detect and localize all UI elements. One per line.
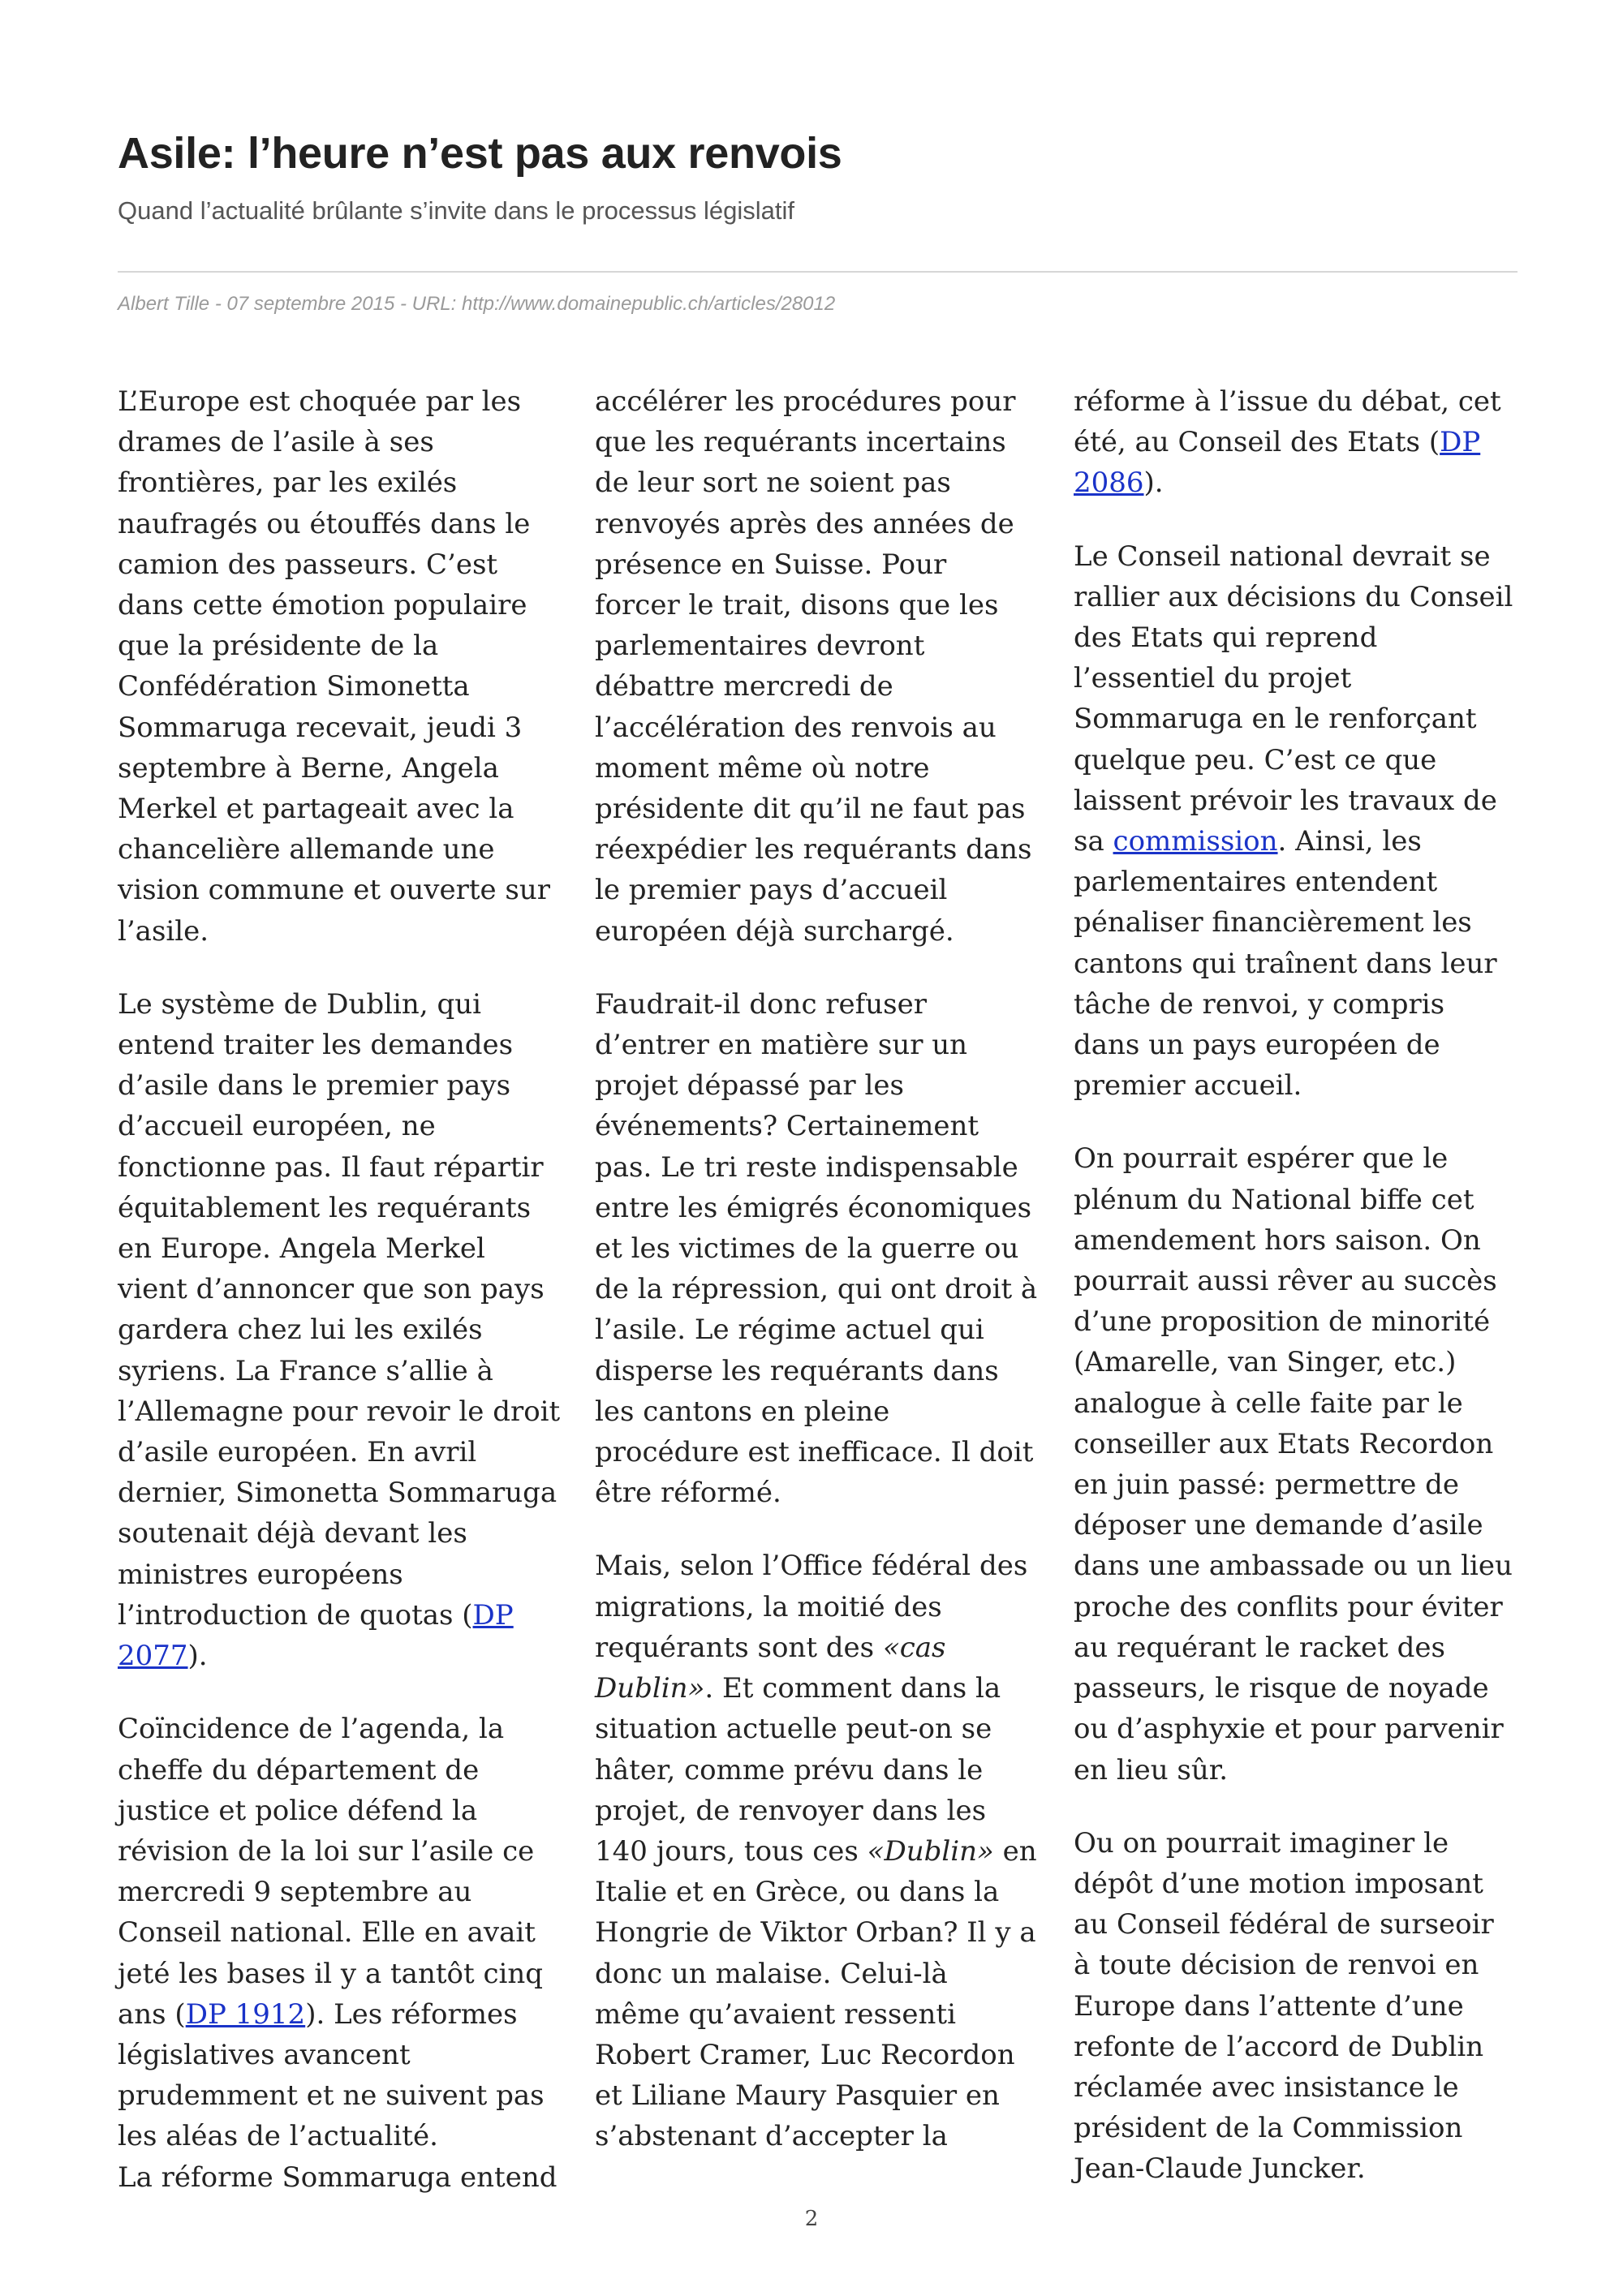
paragraph-text: Le Conseil national devrait se rallier aux décisions du Conseil des Etats qui reprend l’essentiel du projet Sommaruga en le renforçant quelque peu. C’est ce que laissent prévoir les travaux de sa bbox=[1074, 540, 1513, 858]
paragraph-text: Coïncidence de l’agenda, la cheffe du département de justice et police défend la révision de la loi sur l’asile ce mercredi 9 septembre au Conseil national. Elle en avait jeté les bases il y a tantôt cinq ans ( bbox=[118, 1713, 544, 2031]
paragraph-text: Mais, selon l’Office fédéral des migrations, la moitié des requérants sont des bbox=[595, 1550, 1028, 1664]
paragraph-text: en Italie et en Grèce, ou dans la Hongrie de Viktor Orban? Il y a donc un malaise. Celui-là même qu’avaient ressenti Robert Cramer, Luc Recordon et Liliane Maury Pasquier en s’abstenant d’accepter la bbox=[595, 1834, 1037, 2153]
paragraph-text: Le système de Dublin, qui entend traiter les demandes d’asile dans le premier pays d’accueil européen, ne fonctionne pas. Il faut répartir équitablement les requérants en Europe. Angela Merkel vient d’annoncer que son pays gardera chez lui les exilés syriens. La France s’allie à l’Allemagne pour revoir le droit d’asile européen. En avril dernier, Simonetta Sommaruga soutenait déjà devant les ministres européens l’introduction de quotas ( bbox=[118, 987, 561, 1632]
text-column-1 bbox=[118, 381, 562, 2198]
dp-1912-link[interactable]: DP 1912 bbox=[185, 1997, 306, 2031]
paragraph bbox=[118, 984, 562, 1676]
article-header bbox=[118, 128, 1518, 226]
paragraph: La réforme Sommaruga entend bbox=[118, 2161, 558, 2194]
paragraph: L’Europe est choquée par les drames de l’asile à ses frontières, par les exilés naufragés ou étouffés dans le camion des passeurs. C’est dans cette émotion populaire que la présidente de la Confédération Simonetta Sommaruga recevait, jeudi 3 septembre à Berne, Angela Merkel et partageait avec la chancelière allemande une vision commune et ouverte sur l’asile. bbox=[118, 385, 551, 948]
paragraph: Faudrait-il donc refuser d’entrer en matière sur un projet dépassé par les événements? Certainement pas. Le tri reste indispensable entre les émigrés économiques et les victimes de la guerre ou de la répression, qui ont droit à l’asile. Le régime actuel qui disperse les requérants dans les cantons en pleine procédure est inefficace. Il doit être réformé. bbox=[595, 987, 1038, 1510]
paragraph-text: . Et comment dans la situation actuelle peut-on se hâter, comme prévu dans le projet, de renvoyer dans les 140 jours, tous ces bbox=[595, 1672, 1001, 1868]
paragraph bbox=[1074, 536, 1518, 1107]
article-title: Asile: l’heure n’est pas aux renvois bbox=[118, 129, 842, 178]
paragraph: On pourrait espérer que le plénum du National biffe cet amendement hors saison. On pourrait aussi rêver au succès d’une proposition de minorité (Amarelle, van Singer, etc.) analogue à celle faite par le conseiller aux Etats Recordon en juin passé: permettre de déposer une demande d’asile dans une ambassade ou un lieu proche des conflits pour éviter au requérant le racket des passeurs, le risque de noyade ou d’asphyxie et pour parvenir en lieu sûr. bbox=[1074, 1142, 1513, 1786]
paragraph: Ou on pourrait imaginer le dépôt d’une motion imposant au Conseil fédéral de surseoir à toute décision de renvoi en Europe dans l’attente d’une refonte de l’accord de Dublin réclamée avec insistance le président de la Commission Jean-Claude Juncker. bbox=[1074, 1826, 1494, 2186]
paragraph bbox=[1074, 381, 1518, 504]
paragraph-text: ). bbox=[1143, 467, 1164, 500]
paragraph-text: ). Les réformes législatives avancent prudemment et ne suivent pas les aléas de l’actualité. bbox=[118, 1997, 545, 2153]
dp-2086-link[interactable]: DP 2086 bbox=[1074, 426, 1481, 500]
commission-link[interactable]: commission bbox=[1113, 825, 1278, 858]
paragraph-text: . Ainsi, les parlementaires entendent pénaliser financièrement les cantons qui traînent dans leur tâche de renvoi, y compris dans un pays européen de premier accueil. bbox=[1074, 825, 1497, 1103]
text-column-2 bbox=[595, 381, 1040, 2190]
paragraph bbox=[595, 1546, 1040, 2156]
page-number: 2 bbox=[804, 2207, 819, 2231]
dp-2077-link[interactable]: DP 2077 bbox=[118, 1598, 514, 1673]
paragraph bbox=[118, 1709, 562, 2156]
paragraph-text: réforme à l’issue du débat, cet été, au Conseil des Etats ( bbox=[1074, 385, 1501, 459]
paragraph-text: ). bbox=[187, 1640, 208, 1673]
paragraph: accélérer les procédures pour que les requérants incertains de leur sort ne soient pas renvoyés après des années de présence en Suisse. Pour forcer le trait, disons que les parlementaires devront débattre mercredi de l’accélération des renvois au moment même où notre présidente dit qu’il ne faut pas réexpédier les requérants dans le premier pays d’accueil européen déjà surchargé. bbox=[595, 385, 1032, 948]
header-divider bbox=[118, 271, 1518, 273]
emphasis-text: «cas Dublin» bbox=[595, 1631, 946, 1705]
article-meta: Albert Tille - 07 septembre 2015 - URL: http://www.domainepublic.ch/articles/28012 bbox=[118, 293, 836, 315]
emphasis-text: «Dublin» bbox=[867, 1834, 994, 1868]
text-column-3 bbox=[1074, 381, 1518, 2222]
article-subtitle: Quand l’actualité brûlante s’invite dans le processus législatif bbox=[118, 196, 795, 225]
